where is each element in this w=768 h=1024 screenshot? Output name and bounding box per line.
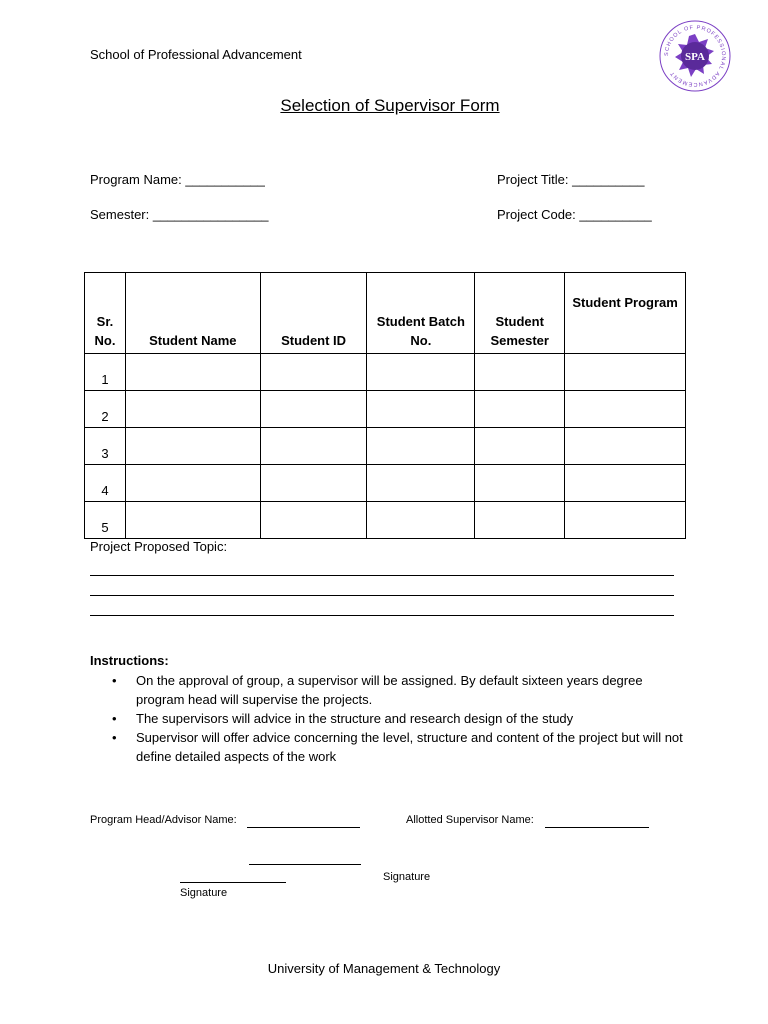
project-code-field[interactable]: Project Code: __________	[497, 207, 652, 222]
cell-student-id[interactable]	[260, 428, 367, 465]
header-sr-no: Sr. No.	[85, 273, 126, 354]
cell-semester[interactable]	[475, 354, 565, 391]
bullet-icon: •	[112, 711, 117, 726]
semester-field[interactable]: Semester: ________________	[90, 207, 269, 222]
cell-student-id[interactable]	[260, 354, 367, 391]
cell-batch-no[interactable]	[367, 354, 475, 391]
row-number: 3	[85, 428, 126, 465]
table-row	[85, 502, 686, 539]
header-student-name: Student Name	[125, 273, 260, 354]
topic-line-2[interactable]	[90, 595, 674, 596]
instructions-heading: Instructions:	[90, 653, 169, 668]
list-item: • Supervisor will offer advice concerning the level, structure and content of the project but will not define detailed aspects of the work	[112, 730, 683, 764]
header-program: Student Program	[565, 273, 686, 354]
cell-student-id[interactable]	[260, 465, 367, 502]
cell-program[interactable]	[565, 428, 686, 465]
cell-program[interactable]	[565, 391, 686, 428]
supervisor-signature-line[interactable]	[249, 864, 361, 865]
signature-label-right: Signature	[383, 871, 431, 883]
student-table	[84, 272, 686, 539]
topic-line-3[interactable]	[90, 615, 674, 616]
cell-batch-no[interactable]	[367, 465, 475, 502]
header-student-id: Student ID	[260, 273, 367, 354]
table-row	[85, 391, 686, 428]
spa-seal-icon	[659, 20, 731, 92]
program-head-name-line[interactable]	[247, 827, 360, 828]
cell-student-id[interactable]	[260, 502, 367, 539]
program-head-label: Program Head/Advisor Name:	[90, 814, 237, 826]
cell-semester[interactable]	[475, 391, 565, 428]
logo-text: SPA	[685, 51, 705, 63]
table-row	[85, 465, 686, 502]
university-footer: University of Management & Technology	[267, 961, 501, 976]
cell-student-name[interactable]	[125, 354, 260, 391]
instructions-list	[90, 671, 690, 766]
cell-program[interactable]	[565, 465, 686, 502]
row-number: 4	[85, 465, 126, 502]
cell-program[interactable]	[565, 354, 686, 391]
signature-label-left: Signature	[180, 887, 228, 899]
cell-student-name[interactable]	[125, 502, 260, 539]
cell-student-name[interactable]	[125, 465, 260, 502]
topic-line-1[interactable]	[90, 575, 674, 576]
spa-logo	[659, 20, 731, 92]
table-row	[85, 428, 686, 465]
row-number: 5	[85, 502, 126, 539]
cell-batch-no[interactable]	[367, 428, 475, 465]
bullet-icon: •	[112, 673, 117, 688]
row-number: 2	[85, 391, 126, 428]
logo-ring-text: SCHOOL OF PROFESSIONAL ADVANCEMENT	[663, 24, 727, 88]
proposed-topic-label: Project Proposed Topic:	[90, 539, 228, 554]
cell-batch-no[interactable]	[367, 502, 475, 539]
program-name-field[interactable]: Program Name: ___________	[90, 172, 265, 187]
cell-student-id[interactable]	[260, 391, 367, 428]
project-title-field[interactable]: Project Title: __________	[497, 172, 645, 187]
header-semester: Student Semester	[475, 273, 565, 354]
row-number: 1	[85, 354, 126, 391]
table-row	[85, 354, 686, 391]
list-item: • The supervisors will advice in the structure and research design of the study	[112, 711, 574, 726]
advisor-signature-line[interactable]	[180, 882, 286, 883]
cell-student-name[interactable]	[125, 391, 260, 428]
bullet-icon: •	[112, 730, 117, 745]
cell-semester[interactable]	[475, 502, 565, 539]
cell-program[interactable]	[565, 502, 686, 539]
allotted-supervisor-name-line[interactable]	[545, 827, 649, 828]
cell-semester[interactable]	[475, 465, 565, 502]
table-header-row	[85, 273, 686, 354]
list-item: • On the approval of group, a supervisor will be assigned. By default sixteen years degree program head will supervise the projects.	[112, 673, 643, 707]
school-name: School of Professional Advancement	[90, 47, 302, 62]
cell-semester[interactable]	[475, 428, 565, 465]
cell-batch-no[interactable]	[367, 391, 475, 428]
form-title: Selection of Supervisor Form	[280, 96, 500, 115]
cell-student-name[interactable]	[125, 428, 260, 465]
allotted-supervisor-label: Allotted Supervisor Name:	[406, 814, 534, 826]
header-batch-no: Student Batch No.	[367, 273, 475, 354]
